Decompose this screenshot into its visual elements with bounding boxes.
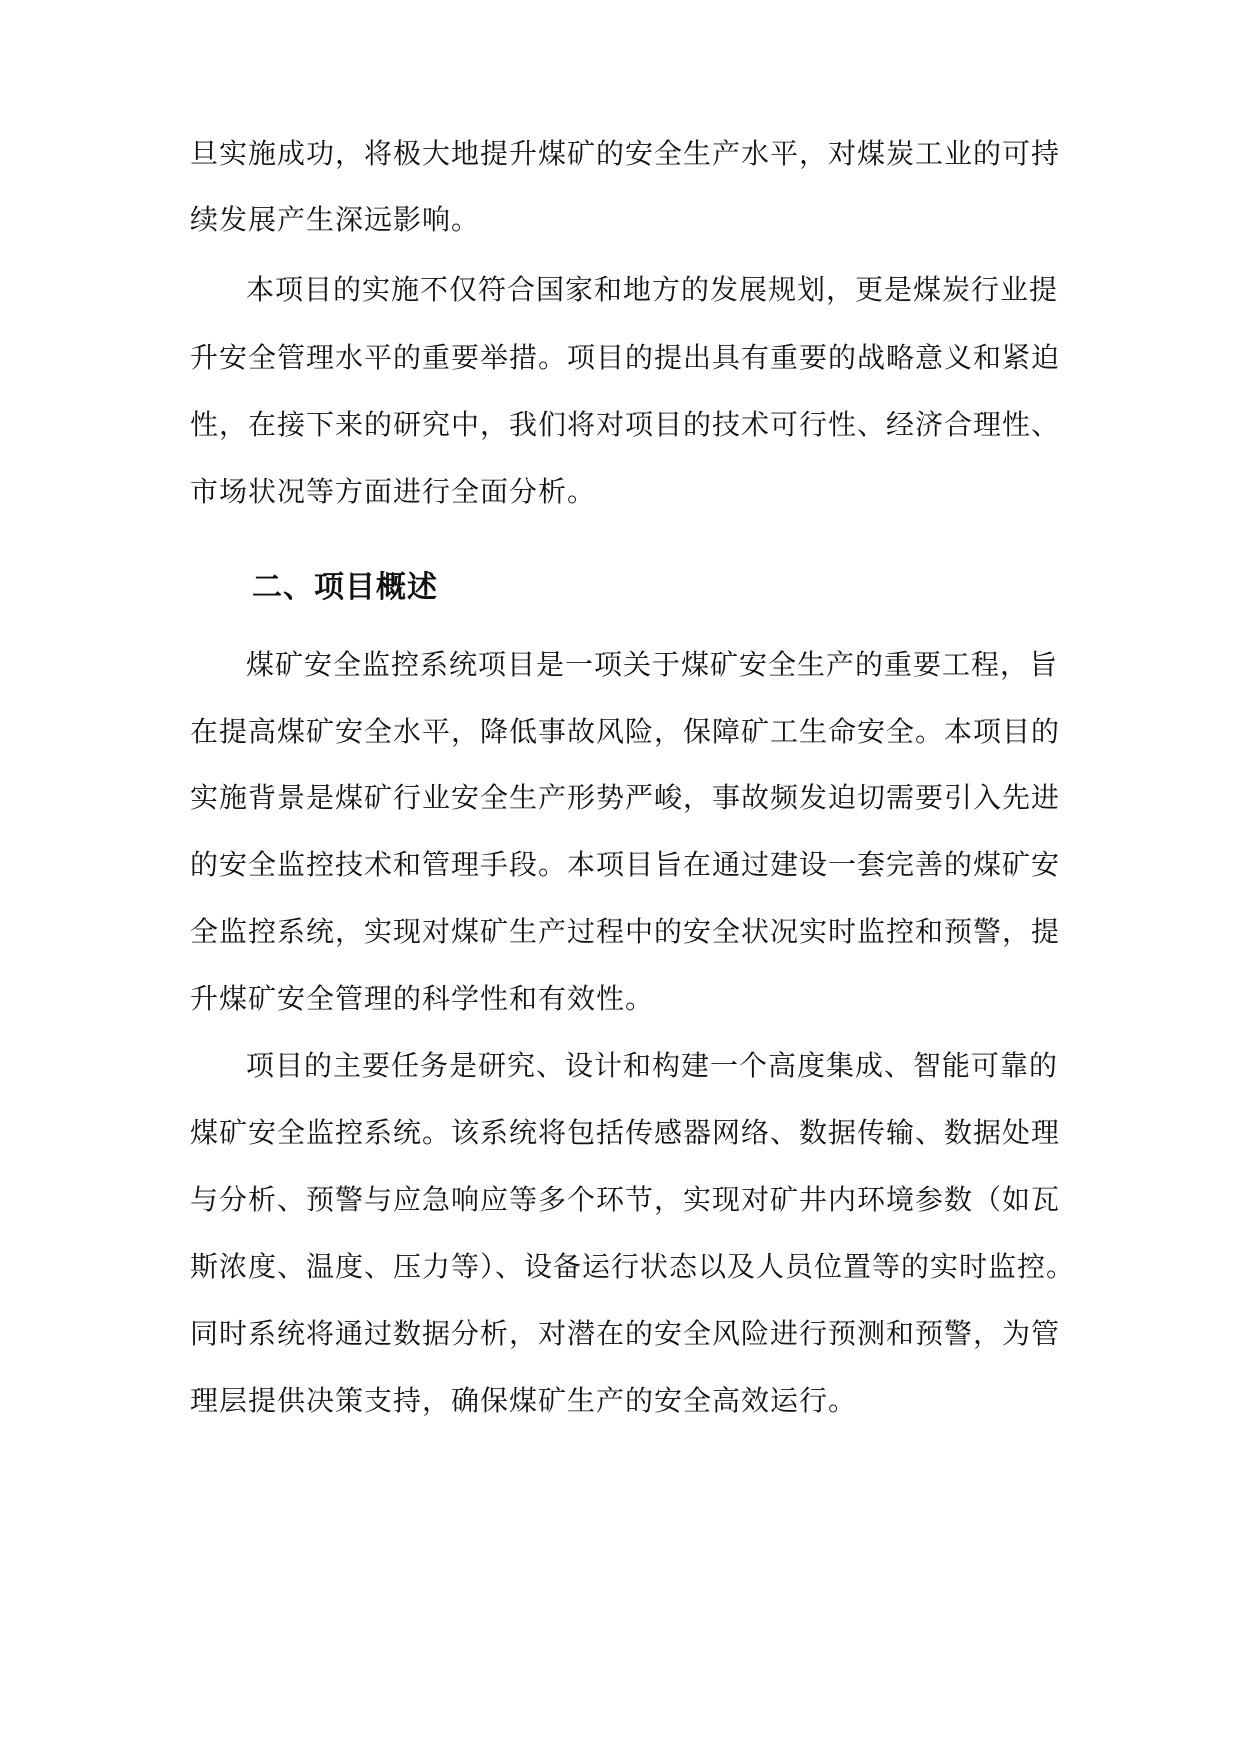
paragraph-3-line-4: 的安全监控技术和管理手段。本项目旨在通过建设一套完善的煤矿安 bbox=[190, 848, 1061, 881]
paragraph-2-line-3: 性，在接下来的研究中，我们将对项目的技术可行性、经济合理性、 bbox=[190, 408, 1061, 441]
paragraph-2-line-2: 升安全管理水平的重要举措。项目的提出具有重要的战略意义和紧迫 bbox=[190, 341, 1061, 374]
paragraph-1-line-2: 续发展产生深远影响。 bbox=[190, 203, 481, 236]
paragraph-3-line-1: 煤矿安全监控系统项目是一项关于煤矿安全生产的重要工程，旨 bbox=[246, 648, 1059, 681]
paragraph-3-line-5: 全监控系统，实现对煤矿生产过程中的安全状况实时监控和预警，提 bbox=[190, 915, 1061, 948]
paragraph-4-line-1: 项目的主要任务是研究、设计和构建一个高度集成、智能可靠的 bbox=[246, 1049, 1059, 1082]
paragraph-3-line-2: 在提高煤矿安全水平，降低事故风险，保障矿工生命安全。本项目的 bbox=[190, 715, 1061, 748]
paragraph-4-line-3: 与分析、预警与应急响应等多个环节，实现对矿井内环境参数（如瓦 bbox=[190, 1183, 1061, 1216]
paragraph-4-line-2: 煤矿安全监控系统。该系统将包括传感器网络、数据传输、数据处理 bbox=[190, 1116, 1061, 1149]
paragraph-4-line-4: 斯浓度、温度、压力等）、设备运行状态以及人员位置等的实时监控。 bbox=[190, 1250, 1076, 1283]
paragraph-1-line-1: 旦实施成功，将极大地提升煤矿的安全生产水平，对煤炭工业的可持 bbox=[190, 137, 1061, 170]
paragraph-3-line-3: 实施背景是煤矿行业安全生产形势严峻，事故频发迫切需要引入先进 bbox=[190, 781, 1061, 814]
paragraph-2-line-4: 市场状况等方面进行全面分析。 bbox=[190, 475, 597, 508]
paragraph-2-line-1: 本项目的实施不仅符合国家和地方的发展规划，更是煤炭行业提 bbox=[246, 273, 1059, 306]
section-heading: 二、项目概述 bbox=[252, 570, 438, 605]
paragraph-4-line-5: 同时系统将通过数据分析，对潜在的安全风险进行预测和预警，为管 bbox=[190, 1317, 1061, 1350]
paragraph-3-line-6: 升煤矿安全管理的科学性和有效性。 bbox=[190, 982, 655, 1015]
paragraph-4-line-6: 理层提供决策支持，确保煤矿生产的安全高效运行。 bbox=[190, 1384, 858, 1417]
